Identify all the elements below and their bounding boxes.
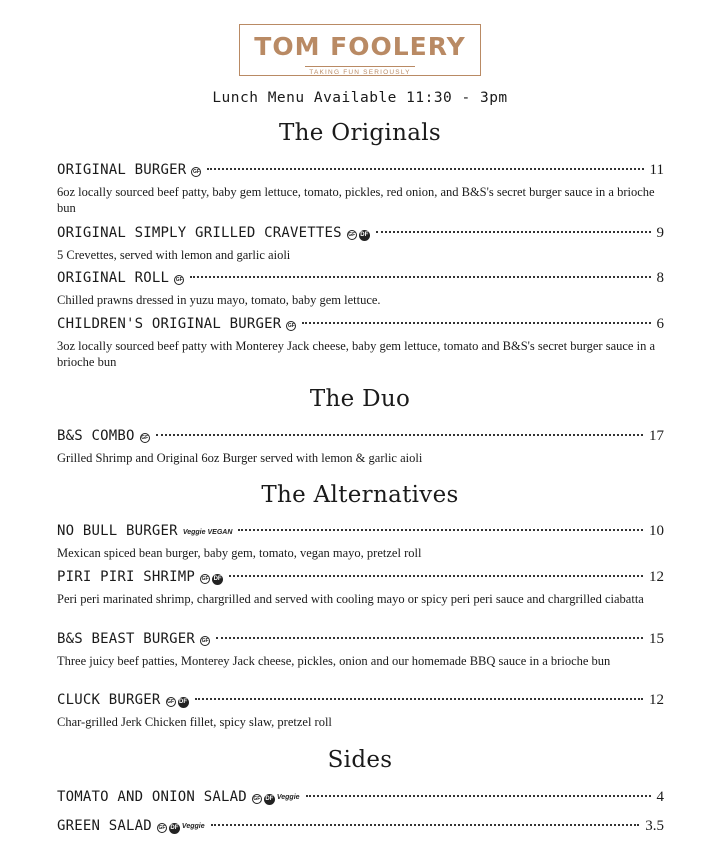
badge-group (174, 275, 184, 285)
menu-item (57, 789, 664, 809)
item-name: ORIGINAL ROLL (57, 270, 170, 286)
gluten-free-icon: GF (158, 824, 166, 831)
vegan-icon: VEGAN (207, 529, 233, 536)
badge-group (200, 636, 210, 646)
menu-item (57, 316, 664, 370)
logo-tagline: TAKING FUN SERIOUSLY (305, 66, 414, 77)
menu-item (57, 523, 664, 561)
item-price: 9 (656, 225, 664, 241)
badge-group (286, 321, 296, 331)
gluten-free-icon: GF (192, 169, 200, 175)
dot-leader (229, 575, 643, 577)
item-price: 11 (649, 162, 664, 178)
gluten-free-icon: GF (175, 277, 183, 283)
gluten-free-icon: GF (348, 231, 356, 238)
dot-leader (376, 231, 651, 233)
section-title-sides: Sides (327, 747, 393, 773)
item-description: Three juicy beef patties, Monterey Jack cheese, pickles, onion and our homemade BBQ sauce in a brioche bun (57, 654, 611, 668)
gluten-free-icon: GF (141, 435, 149, 441)
item-name: NO BULL BURGER (57, 523, 178, 539)
logo (239, 24, 481, 76)
item-name: B&S COMBO (57, 428, 135, 444)
dairy-free-icon: DF (169, 823, 180, 834)
logo-name: TOM FOOLERY (254, 32, 466, 61)
item-name: TOMATO AND ONION SALAD (57, 789, 247, 805)
dot-leader (190, 276, 650, 278)
item-name: GREEN SALAD (57, 818, 152, 834)
item-price: 15 (649, 631, 664, 647)
menu-item (57, 631, 664, 669)
item-price: 4 (656, 789, 664, 805)
veggie-icon: Veggie (181, 822, 205, 830)
dot-leader (216, 637, 643, 639)
menu-item (57, 569, 664, 607)
menu-item (57, 162, 664, 216)
badge-group (191, 167, 201, 177)
item-price: 12 (649, 569, 664, 585)
veggie-icon: Veggie (182, 529, 206, 536)
item-description: Mexican spiced bean burger, baby gem, tomato, vegan mayo, pretzel roll (57, 546, 422, 560)
item-description: 3oz locally sourced beef patty with Monterey Jack cheese, baby gem lettuce, tomato and B&S's secret burger sauce in a brioche bun (57, 339, 655, 369)
item-name: CHILDREN'S ORIGINAL BURGER (57, 316, 282, 332)
item-description: Peri peri marinated shrimp, chargrilled and served with cooling mayo or spicy peri peri sauce and chargrilled ciabatta (57, 592, 644, 606)
dot-leader (302, 322, 650, 324)
dairy-free-icon: DF (264, 794, 275, 805)
gluten-free-icon: GF (201, 575, 209, 582)
dairy-free-icon: DF (178, 697, 189, 708)
dairy-free-icon: DF (212, 574, 223, 585)
item-name: B&S BEAST BURGER (57, 631, 196, 647)
item-price: 10 (649, 523, 664, 539)
section-title-alternatives: The Alternatives (261, 482, 459, 508)
dot-leader (207, 168, 643, 170)
item-price: 12 (649, 692, 664, 708)
dot-leader (195, 698, 643, 700)
veggie-icon: Veggie (276, 793, 300, 801)
item-description: Chilled prawns dressed in yuzu mayo, tomato, baby gem lettuce. (57, 293, 381, 307)
dot-leader (211, 824, 640, 826)
gluten-free-icon: GF (167, 698, 175, 705)
gluten-free-icon: GF (253, 795, 261, 802)
gluten-free-icon: GF (201, 638, 209, 644)
menu-item (57, 225, 664, 263)
dairy-free-icon: DF (359, 230, 370, 241)
item-price: 8 (656, 270, 664, 286)
section-title-duo: The Duo (309, 386, 411, 412)
dot-leader (306, 795, 651, 797)
item-name: PIRI PIRI SHRIMP (57, 569, 196, 585)
badge-group (200, 574, 223, 585)
section-title-originals: The Originals (279, 120, 441, 146)
badge-group (347, 230, 370, 241)
badge-group (157, 823, 205, 834)
item-description: Char-grilled Jerk Chicken fillet, spicy slaw, pretzel roll (57, 715, 332, 729)
menu-item (57, 270, 664, 308)
item-price: 6 (656, 316, 664, 332)
item-price: 17 (649, 428, 664, 444)
item-description: 5 Crevettes, served with lemon and garlic aioli (57, 248, 291, 262)
item-name: CLUCK BURGER (57, 692, 161, 708)
item-name: ORIGINAL SIMPLY GRILLED CRAVETTES (57, 225, 342, 241)
badge-group (252, 794, 300, 805)
badge-group (183, 529, 233, 537)
menu-item (57, 428, 664, 466)
dot-leader (156, 434, 643, 436)
dot-leader (238, 529, 643, 531)
menu-item (57, 818, 664, 838)
item-description: 6oz locally sourced beef patty, baby gem lettuce, tomato, pickles, red onion, and B&S's secret burger sauce in a brioche bun (57, 185, 655, 215)
item-price: 3.5 (645, 818, 664, 834)
menu-item (57, 692, 664, 730)
item-description: Grilled Shrimp and Original 6oz Burger served with lemon & garlic aioli (57, 451, 423, 465)
item-name: ORIGINAL BURGER (57, 162, 187, 178)
badge-group (166, 697, 189, 708)
menu-availability: Lunch Menu Available 11:30 - 3pm (212, 90, 508, 106)
badge-group (140, 433, 150, 443)
gluten-free-icon: GF (287, 323, 295, 329)
